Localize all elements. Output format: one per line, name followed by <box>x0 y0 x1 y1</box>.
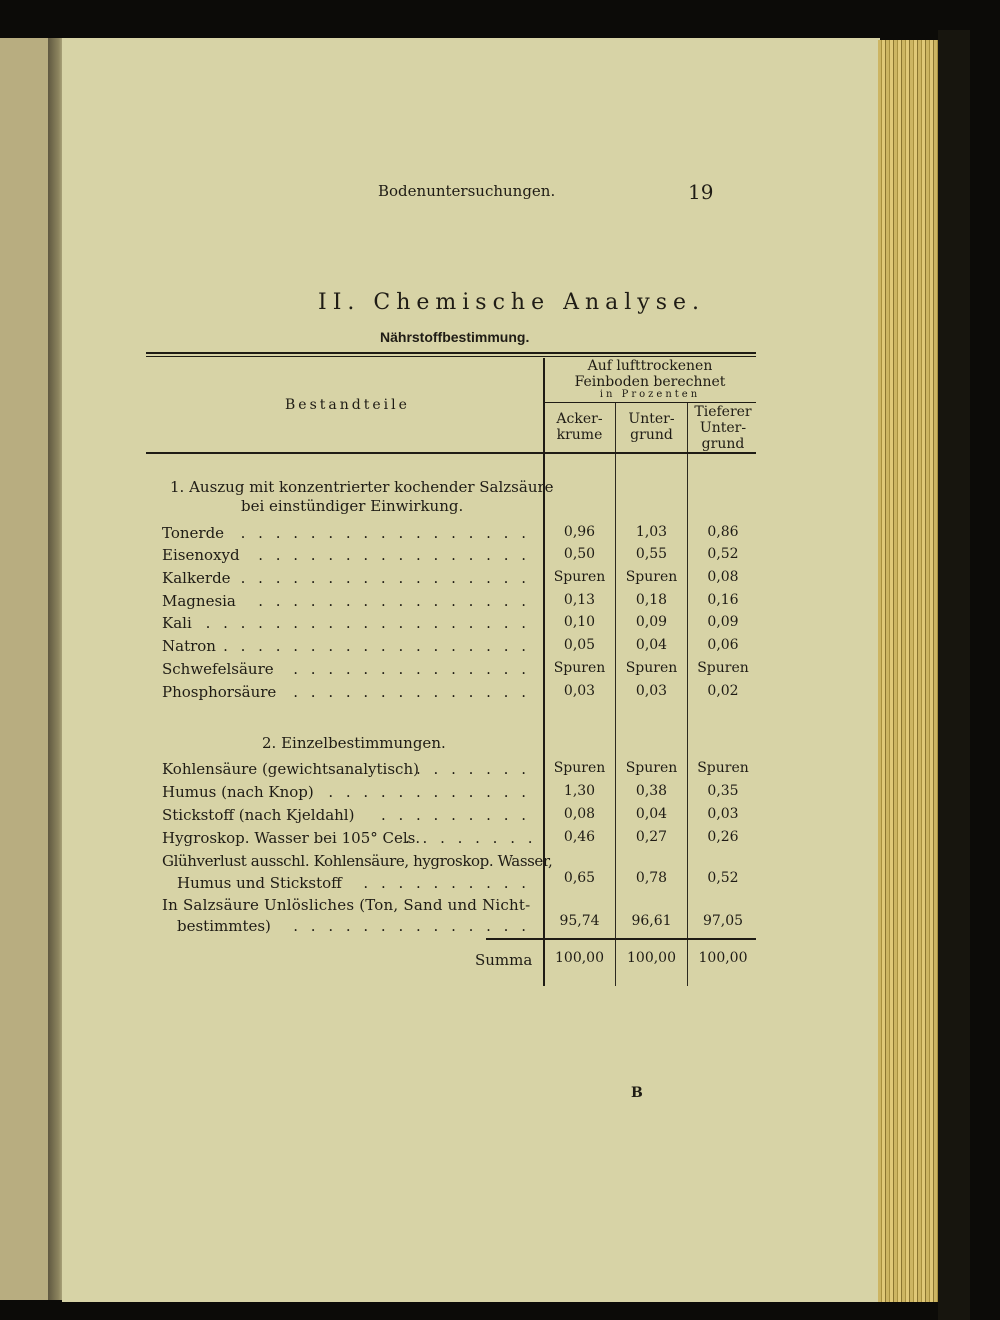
section1-heading-line1: 1. Auszug mit konzentrierter kochender Salzsäure <box>170 478 554 496</box>
book-cover-edge <box>938 30 970 1320</box>
header-col1-line1: Acker- <box>556 411 603 427</box>
leader-dots: . . . . . . . . . . . . . . . . . <box>240 524 530 542</box>
leader-dots: . . . . . . . . . . . . . . <box>293 683 530 701</box>
row-label: Stickstoff (nach Kjeldahl) <box>162 806 355 824</box>
header-group-line1: Auf lufttrockenen <box>587 358 713 374</box>
table-title: Nährstoffbestimmung. <box>380 329 530 345</box>
value-tieferer-untergrund: Spuren <box>697 760 749 776</box>
value-untergrund: 100,00 <box>627 950 676 966</box>
row-label: Kalkerde <box>162 569 231 587</box>
section-title: II. Chemische Analyse. <box>318 290 706 315</box>
value-ackerkrume: Spuren <box>553 760 606 776</box>
value-tieferer-untergrund: 0,03 <box>707 806 739 822</box>
row-label-line2: Humus und Stickstoff <box>177 874 342 892</box>
value-tieferer-untergrund: 0,02 <box>707 683 739 699</box>
value-untergrund: Spuren <box>625 569 678 585</box>
header-col3-line2: Unter- <box>699 420 747 436</box>
leader-dots: . . . . . . . . . . . . . . . . . . . <box>205 614 530 632</box>
value-untergrund: Spuren <box>625 760 678 776</box>
section1-heading-line2: bei einstündiger Einwirkung. <box>241 497 464 515</box>
running-head-title: Bodenuntersuchungen. <box>378 182 556 200</box>
row-label: Phosphorsäure <box>162 683 277 701</box>
value-tieferer-untergrund: 97,05 <box>702 913 744 929</box>
row-label-line2: bestimmtes) <box>177 917 271 935</box>
value-ackerkrume: 0,05 <box>563 637 596 653</box>
leader-dots: . . . . . . . . . . . . <box>328 783 530 801</box>
value-tieferer-untergrund: 0,08 <box>707 569 739 585</box>
header-col3-line3: grund <box>701 436 745 452</box>
value-ackerkrume: 0,08 <box>563 806 596 822</box>
value-ackerkrume: 0,03 <box>563 683 596 699</box>
row-label: Kali <box>162 614 192 632</box>
value-ackerkrume: 0,10 <box>563 614 596 630</box>
value-tieferer-untergrund: 0,86 <box>707 524 739 540</box>
leader-dots: . . . . . . . . <box>405 829 537 847</box>
leader-dots: . . . . . . . . . <box>380 806 530 824</box>
leader-dots: . . . . . . . . . . . . . . . . . <box>240 569 530 587</box>
value-ackerkrume: 0,46 <box>563 829 596 845</box>
value-tieferer-untergrund: 0,16 <box>707 592 739 608</box>
value-tieferer-untergrund: 0,09 <box>707 614 739 630</box>
left-page-edge <box>0 38 52 1300</box>
summa-rule <box>486 938 756 940</box>
page-number: 19 <box>688 180 714 204</box>
table-top-rule-2 <box>146 356 756 357</box>
section2-heading: 2. Einzelbestimmungen. <box>262 734 446 752</box>
leader-dots: . . . . . . . . . . . . . . . . <box>258 546 530 564</box>
value-untergrund: 0,04 <box>635 637 668 653</box>
row-label-line1: In Salzsäure Unlösliches (Ton, Sand und Nicht- <box>162 896 531 914</box>
header-components: Bestandteile <box>285 397 410 413</box>
value-ackerkrume: Spuren <box>553 660 606 676</box>
value-untergrund: 0,03 <box>635 683 668 699</box>
value-tieferer-untergrund: Spuren <box>697 660 749 676</box>
header-bottom-rule <box>146 452 756 454</box>
row-label-line1: Glühverlust ausschl. Kohlensäure, hygroskop. Wasser, <box>162 852 553 870</box>
value-untergrund: 0,27 <box>635 829 668 845</box>
value-tieferer-untergrund: 0,52 <box>707 870 739 886</box>
leader-dots: . . . . . . . <box>416 760 530 778</box>
value-untergrund: 0,55 <box>635 546 668 562</box>
header-col1-line2: krume <box>556 427 603 443</box>
value-ackerkrume: Spuren <box>553 569 606 585</box>
value-ackerkrume: 95,74 <box>559 913 600 929</box>
table-top-rule <box>146 352 756 354</box>
value-untergrund: 1,03 <box>635 524 668 540</box>
value-untergrund: 96,61 <box>631 913 672 929</box>
row-label: Schwefelsäure <box>162 660 274 678</box>
header-col3-line1: Tieferer <box>694 404 752 420</box>
value-ackerkrume: 1,30 <box>563 783 596 799</box>
leader-dots: . . . . . . . . . . . . . . . . <box>258 592 530 610</box>
value-untergrund: 0,18 <box>635 592 668 608</box>
value-untergrund: 0,04 <box>635 806 668 822</box>
leader-dots: . . . . . . . . . . . . . . <box>293 660 530 678</box>
value-untergrund: 0,78 <box>635 870 668 886</box>
row-label: Magnesia <box>162 592 236 610</box>
header-group-rule <box>544 402 756 403</box>
header-group-line2: Feinboden berechnet <box>574 374 726 390</box>
header-group-line3: in Prozenten <box>599 389 701 400</box>
leader-dots: . . . . . . . . . . <box>363 874 530 892</box>
leader-dots: . . . . . . . . . . . . . . <box>293 917 530 935</box>
header-col2-line1: Unter- <box>628 411 675 427</box>
value-tieferer-untergrund: 0,52 <box>707 546 739 562</box>
summa-label: Summa <box>475 951 533 969</box>
value-untergrund: Spuren <box>625 660 678 676</box>
row-label: Tonerde <box>162 524 225 542</box>
row-label: Eisenoxyd <box>162 546 240 564</box>
signature-mark: B <box>631 1085 643 1101</box>
row-label: Hygroskop. Wasser bei 105° Cels. <box>162 829 421 847</box>
value-ackerkrume: 100,00 <box>555 950 604 966</box>
row-label: Kohlensäure (gewichtsanalytisch) <box>162 760 419 778</box>
value-tieferer-untergrund: 100,00 <box>698 950 748 966</box>
value-tieferer-untergrund: 0,06 <box>707 637 739 653</box>
row-label: Natron <box>162 637 216 655</box>
value-ackerkrume: 0,50 <box>563 546 596 562</box>
value-ackerkrume: 0,96 <box>563 524 596 540</box>
row-label: Humus (nach Knop) <box>162 783 314 801</box>
value-untergrund: 0,09 <box>635 614 668 630</box>
value-tieferer-untergrund: 0,35 <box>707 783 739 799</box>
leader-dots: . . . . . . . . . . . . . . . . . . <box>223 637 530 655</box>
header-col2-line2: grund <box>630 427 673 443</box>
value-tieferer-untergrund: 0,26 <box>707 829 739 845</box>
page-stack-edges <box>878 40 940 1302</box>
value-untergrund: 0,38 <box>635 783 668 799</box>
value-ackerkrume: 0,13 <box>563 592 596 608</box>
value-ackerkrume: 0,65 <box>563 870 596 886</box>
